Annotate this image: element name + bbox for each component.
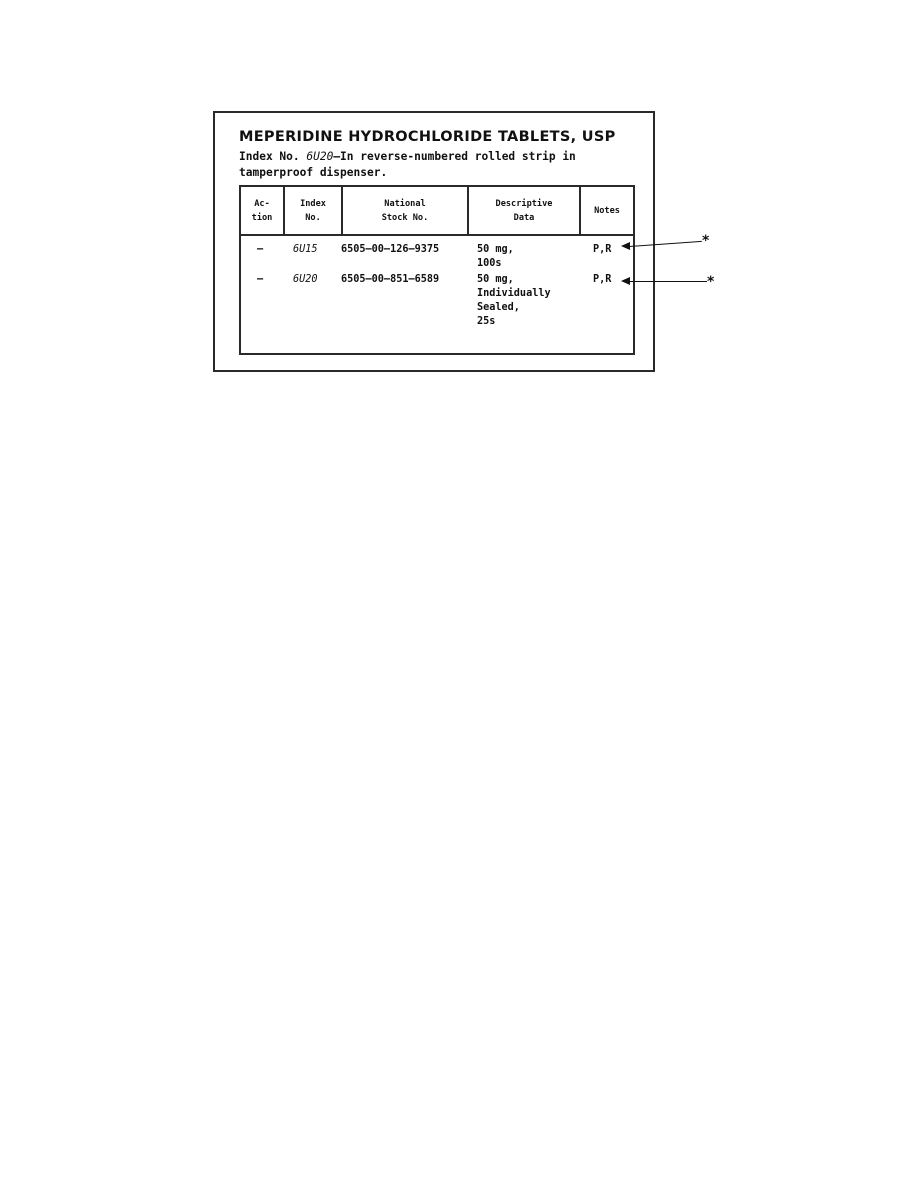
row-desc: 50 mg, 100s: [477, 244, 514, 269]
row-action: —: [257, 274, 264, 285]
annotation-arrow-2: [629, 281, 707, 282]
asterisk-marker-1: *: [702, 233, 710, 249]
row-nsn: 6505—00—851—6589: [341, 274, 440, 285]
row-action: —: [257, 244, 264, 255]
drug-entry-card: [213, 111, 655, 372]
header-desc: Descriptive Data: [495, 198, 553, 223]
row-notes: P,R: [593, 274, 612, 285]
asterisk-marker-2: *: [707, 274, 715, 290]
header-notes: Notes: [594, 205, 620, 216]
header-index: Index No.: [300, 198, 326, 223]
row-desc: 50 mg, Individually Sealed, 25s: [477, 274, 551, 327]
drug-title: MEPERIDINE HYDROCHLORIDE TABLETS, USP: [239, 129, 616, 145]
subtitle-text: —In reverse-numbered rolled strip in tamperproof dispenser.: [239, 150, 576, 179]
row-index: 6U20: [293, 274, 318, 285]
stock-table: [239, 185, 635, 355]
table-header: [241, 187, 633, 236]
row-nsn: 6505—00—126—9375: [341, 244, 440, 255]
subtitle-index: 6U20: [306, 150, 334, 163]
header-action: Ac- tion: [251, 198, 273, 223]
row-notes: P,R: [593, 244, 612, 255]
drug-subtitle: [239, 149, 649, 181]
header-nsn: National Stock No.: [381, 198, 429, 223]
row-index: 6U15: [293, 244, 318, 255]
subtitle-prefix: Index No.: [239, 150, 307, 163]
